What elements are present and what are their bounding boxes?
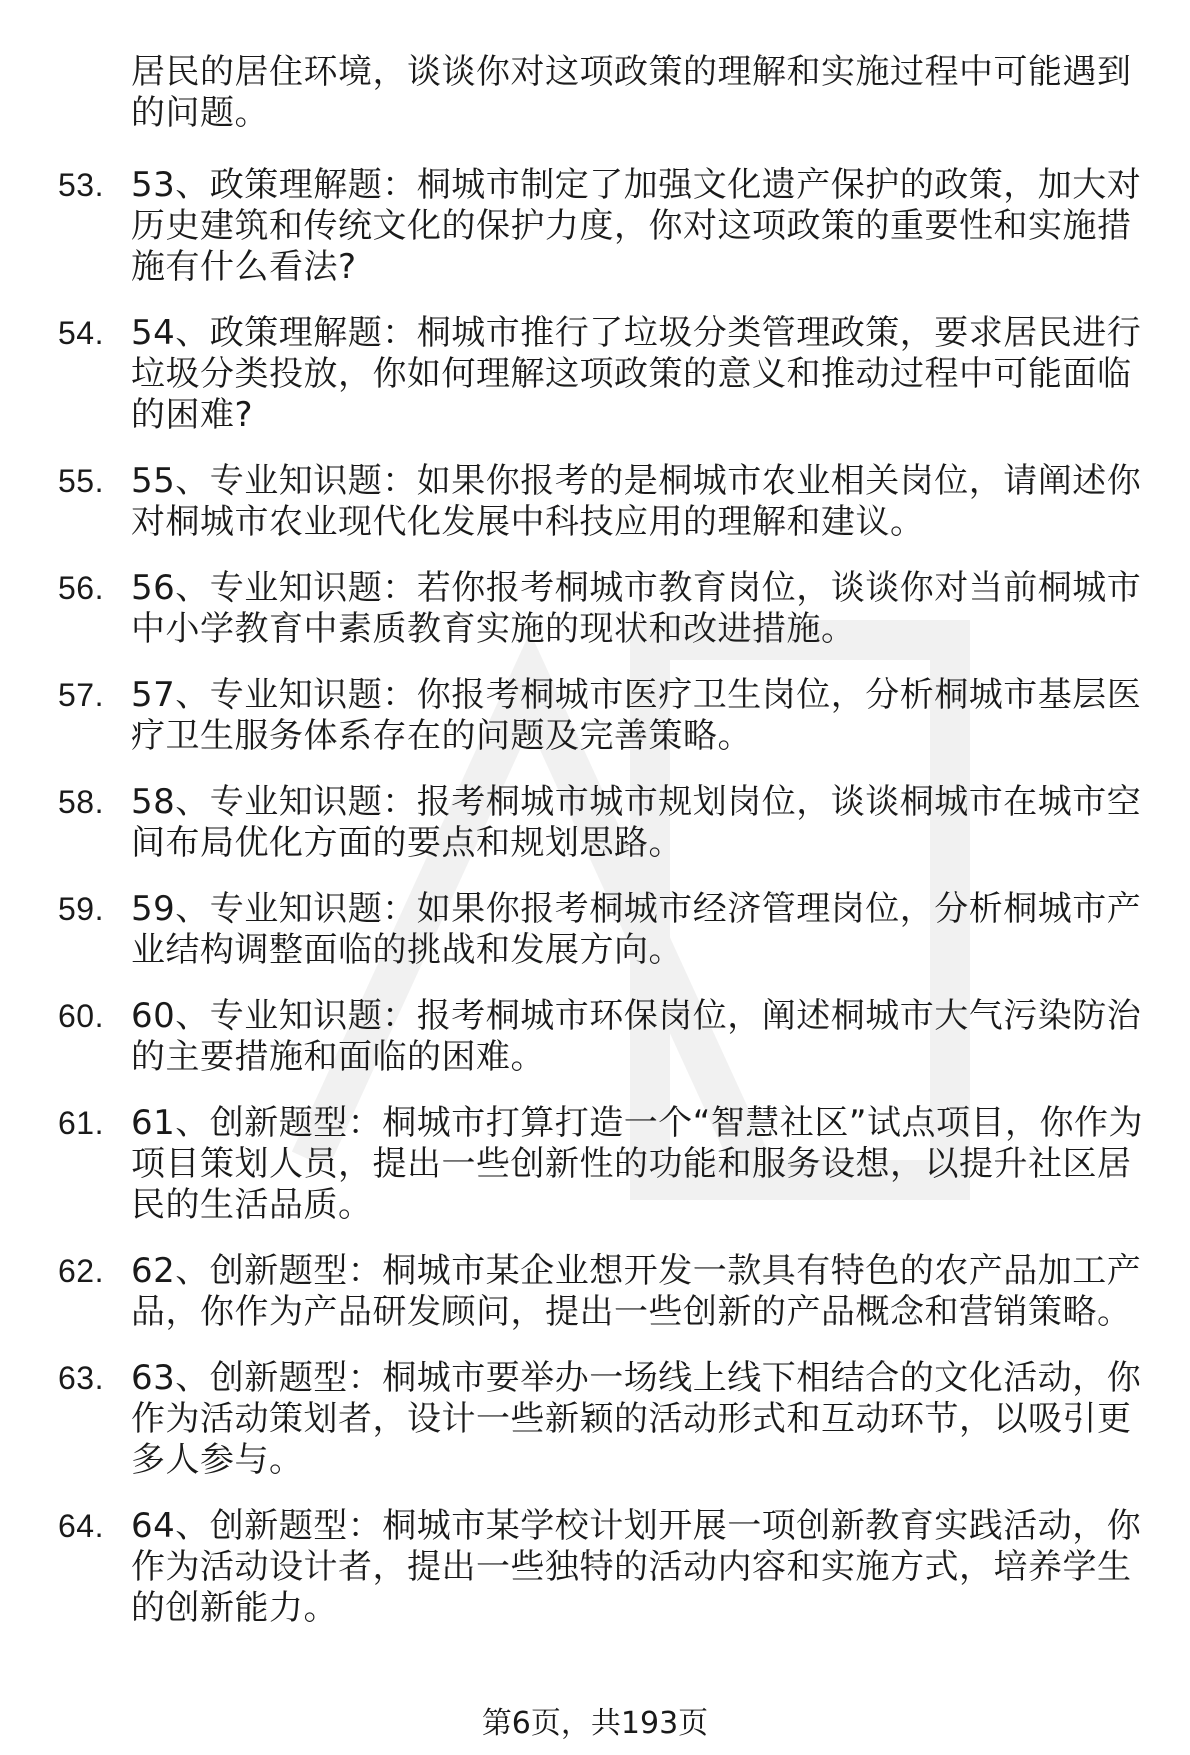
question-number: 61. — [58, 1105, 104, 1141]
question-text: 54、政策理解题：桐城市推行了垃圾分类管理政策，要求居民进行垃圾分类投放，你如何理解这项政策的意义和推动过程中可能面临的困难? — [131, 313, 1142, 435]
question-text: 55、专业知识题：如果你报考的是桐城市农业相关岗位，请阐述你对桐城市农业现代化发展中科技应用的理解和建议。 — [131, 461, 1142, 542]
question-item — [0, 996, 1190, 1078]
question-number: 53. — [58, 167, 104, 203]
question-number: 56. — [58, 570, 104, 606]
question-item — [0, 165, 1190, 288]
question-number: 59. — [58, 891, 104, 927]
continuation-text: 居民的居住环境，谈谈你对这项政策的理解和实施过程中可能遇到的问题。 — [131, 52, 1132, 133]
question-number: 57. — [58, 677, 104, 713]
question-item — [0, 1358, 1190, 1481]
question-text: 61、创新题型：桐城市打算打造一个“智慧社区”试点项目，你作为项目策划人员，提出一些创新性的功能和服务设想，以提升社区居民的生活品质。 — [131, 1103, 1143, 1225]
question-item — [0, 1103, 1190, 1226]
question-item — [0, 568, 1190, 650]
question-item — [0, 461, 1190, 543]
question-number: 62. — [58, 1253, 104, 1289]
question-number: 58. — [58, 784, 104, 820]
question-number: 55. — [58, 463, 104, 499]
question-text: 60、专业知识题：报考桐城市环保岗位，阐述桐城市大气污染防治的主要措施和面临的困难。 — [131, 996, 1142, 1077]
question-item — [0, 313, 1190, 436]
question-text: 57、专业知识题：你报考桐城市医疗卫生岗位，分析桐城市基层医疗卫生服务体系存在的问题及完善策略。 — [131, 675, 1142, 756]
question-number: 54. — [58, 315, 104, 351]
question-number: 60. — [58, 998, 104, 1034]
question-item — [0, 889, 1190, 971]
question-text: 63、创新题型：桐城市要举办一场线上线下相结合的文化活动，你作为活动策划者，设计一些新颖的活动形式和互动环节，以吸引更多人参与。 — [131, 1358, 1142, 1480]
question-item — [0, 1251, 1190, 1333]
question-item — [0, 675, 1190, 757]
question-text: 59、专业知识题：如果你报考桐城市经济管理岗位，分析桐城市产业结构调整面临的挑战和发展方向。 — [131, 889, 1142, 970]
question-number: 63. — [58, 1360, 104, 1396]
question-text: 53、政策理解题：桐城市制定了加强文化遗产保护的政策，加大对历史建筑和传统文化的保护力度，你对这项政策的重要性和实施措施有什么看法? — [131, 165, 1142, 287]
question-item — [0, 782, 1190, 864]
question-text: 58、专业知识题：报考桐城市城市规划岗位，谈谈桐城市在城市空间布局优化方面的要点和规划思路。 — [131, 782, 1142, 863]
question-text: 56、专业知识题：若你报考桐城市教育岗位，谈谈你对当前桐城市中小学教育中素质教育实施的现状和改进措施。 — [131, 568, 1142, 649]
question-text: 62、创新题型：桐城市某企业想开发一款具有特色的农产品加工产品，你作为产品研发顾问，提出一些创新的产品概念和营销策略。 — [131, 1251, 1142, 1332]
question-number: 64. — [58, 1508, 104, 1544]
question-text: 64、创新题型：桐城市某学校计划开展一项创新教育实践活动，你作为活动设计者，提出一些独特的活动内容和实施方式，培养学生的创新能力。 — [131, 1506, 1142, 1628]
question-item — [0, 1506, 1190, 1629]
question-list — [0, 165, 1190, 1654]
page-footer: 第6页，共193页 — [481, 1706, 709, 1741]
